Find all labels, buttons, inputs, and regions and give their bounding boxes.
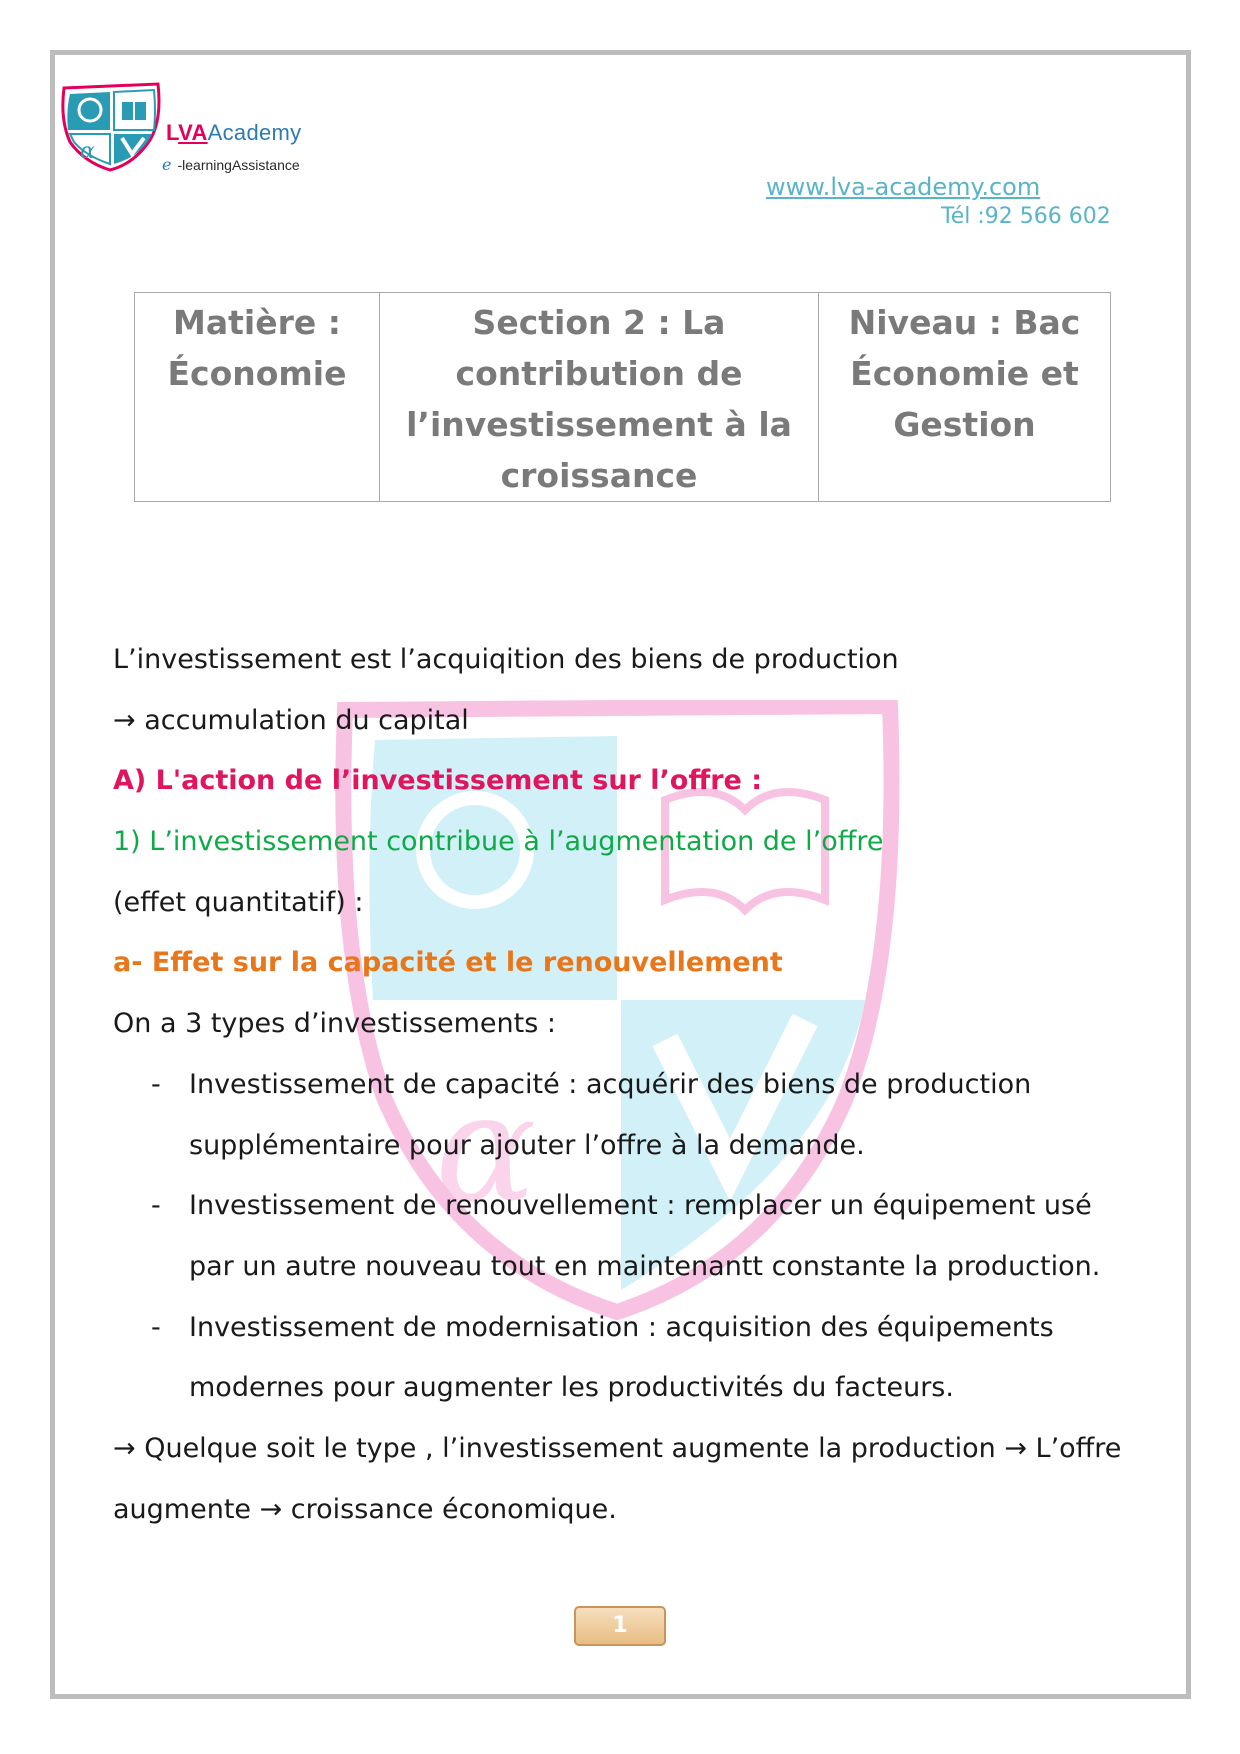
website-link[interactable]: www.lva-academy.com	[766, 173, 1041, 201]
bullet-dash: -	[151, 1312, 161, 1343]
niveau-line: Économie et	[850, 354, 1079, 393]
conclusion-line-2: augmente → croissance économique.	[113, 1494, 617, 1525]
brand-name	[166, 120, 301, 146]
section-cell	[380, 293, 819, 502]
brand-academy: Academy	[207, 120, 302, 145]
section-line: contribution de	[455, 354, 743, 393]
heading-a: A) L'action de l’investissement sur l’offre :	[113, 765, 763, 796]
svg-text:α: α	[435, 1062, 537, 1236]
bullet-dash: -	[151, 1069, 161, 1100]
matiere-label: Matière :	[173, 303, 341, 342]
definition-text: L’investissement est l’acquiqition des biens de production	[113, 644, 899, 675]
conclusion-line-1: → Quelque soit le type , l’investissement augmente la production → L’offre	[113, 1433, 1122, 1464]
brand-va: VA	[178, 120, 208, 145]
subheading-a: a- Effet sur la capacité et le renouvellement	[113, 947, 783, 978]
bullet-1-line-1: Investissement de capacité : acquérir des biens de production	[189, 1069, 1032, 1100]
bullet-3-line-2: modernes pour augmenter les productivités du facteurs.	[189, 1372, 954, 1403]
types-intro: On a 3 types d’investissements :	[113, 1008, 556, 1039]
phone-number: Tél :92 566 602	[941, 204, 1111, 229]
page-number: 1	[574, 1606, 666, 1646]
tagline-text: -learningAssistance	[177, 157, 300, 173]
tagline	[162, 155, 300, 174]
bullet-dash: -	[151, 1190, 161, 1221]
arrow-line: → accumulation du capital	[113, 705, 469, 736]
bullet-2-line-1: Investissement de renouvellement : remplacer un équipement usé	[189, 1190, 1092, 1221]
matiere-cell	[135, 293, 380, 502]
bullet-3-line-1: Investissement de modernisation : acquisition des équipements	[189, 1312, 1054, 1343]
subheading-1: 1) L’investissement contribue à l’augmentation de l’offre	[113, 826, 884, 857]
svg-text:α: α	[80, 139, 95, 164]
niveau-line: Gestion	[893, 405, 1036, 444]
effet-text: (effet quantitatif) :	[113, 887, 364, 918]
section-line: Section 2 : La	[472, 303, 726, 342]
section-line: l’investissement à la	[406, 405, 792, 444]
info-table	[134, 292, 1111, 502]
lva-academy-logo	[58, 80, 166, 172]
matiere-value: Économie	[167, 354, 347, 393]
bullet-2-line-2: par un autre nouveau tout en maintenantt constante la production.	[189, 1251, 1101, 1282]
bullet-1-line-2: supplémentaire pour ajouter l’offre à la demande.	[189, 1130, 865, 1161]
tagline-e: e	[162, 155, 172, 174]
niveau-cell	[819, 293, 1111, 502]
section-line: croissance	[500, 456, 698, 495]
brand-l: L	[166, 120, 179, 145]
niveau-line: Niveau : Bac	[848, 303, 1081, 342]
